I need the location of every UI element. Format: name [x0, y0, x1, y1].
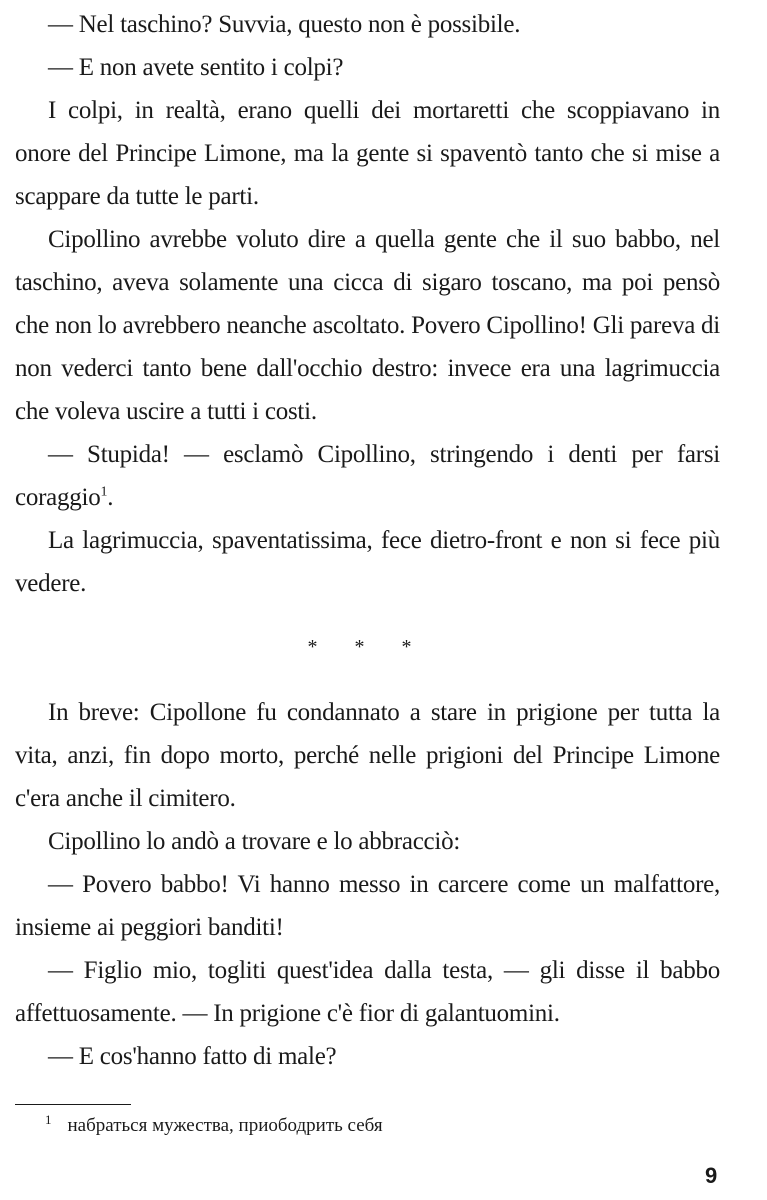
page-number: 9	[705, 1163, 718, 1188]
paragraph-what-wrong: — E cos'hanno fatto di male?	[48, 1043, 337, 1070]
footnote	[45, 1113, 383, 1139]
paragraph-visit: Cipollino lo andò a trovare e lo abbracciò:	[48, 828, 461, 855]
paragraph-poor-dad: — Povero babbo! Vi hanno messo in carcere come un malfattore, insieme ai peggiori banditi!	[15, 871, 720, 941]
section-separator: * * *	[307, 636, 428, 658]
paragraph-stupida	[15, 433, 720, 519]
book-page	[15, 0, 720, 1200]
footnote-text: набраться мужества, приободрить себя	[67, 1115, 383, 1136]
paragraph-firecrackers: I colpi, in realtà, erano quelli dei mortaretti che scoppiavano in onore del Principe Limone, ma la gente si spaventò tanto che si mise a scappare da tutte le parti.	[15, 97, 720, 210]
text-section-1	[15, 3, 720, 605]
paragraph-dialogue-shots: — E non avete sentito i colpi?	[48, 54, 344, 81]
paragraph-dialogue-pocket: — Nel taschino? Suvvia, questo non è possibile.	[48, 11, 521, 38]
footnote-number: 1	[45, 1111, 52, 1127]
paragraph-stupida-end: .	[107, 484, 114, 511]
footnote-divider	[15, 1104, 131, 1105]
paragraph-gentlemen: — Figlio mio, togliti quest'idea dalla testa, — gli disse il babbo affettuosamente. — In prigione c'è fior di galantuomini.	[15, 957, 720, 1027]
paragraph-stupida-text: — Stupida! — esclamò Cipollino, stringendo i denti per farsi coraggio	[15, 441, 720, 511]
paragraph-cipollino-wanted: Cipollino avrebbe voluto dire a quella gente che il suo babbo, nel taschino, aveva solamente una cicca di sigaro toscano, ma poi pensò che non lo avrebbero neanche ascoltato. Povero Cipollino! Gli pareva di non vederci tanto bene dall'occhio destro: invece era una lagrimuccia che voleva uscire a tutti i costi.	[15, 226, 720, 425]
paragraph-condemned: In breve: Cipollone fu condannato a stare in prigione per tutta la vita, anzi, fin dopo morto, perché nelle prigioni del Principe Limone c'era anche il cimitero.	[15, 699, 720, 812]
text-section-2	[15, 691, 720, 1078]
footnote-reference: 1	[100, 484, 108, 500]
paragraph-lagrimuccia: La lagrimuccia, spaventatissima, fece dietro-front e non si fece più vedere.	[15, 527, 720, 597]
